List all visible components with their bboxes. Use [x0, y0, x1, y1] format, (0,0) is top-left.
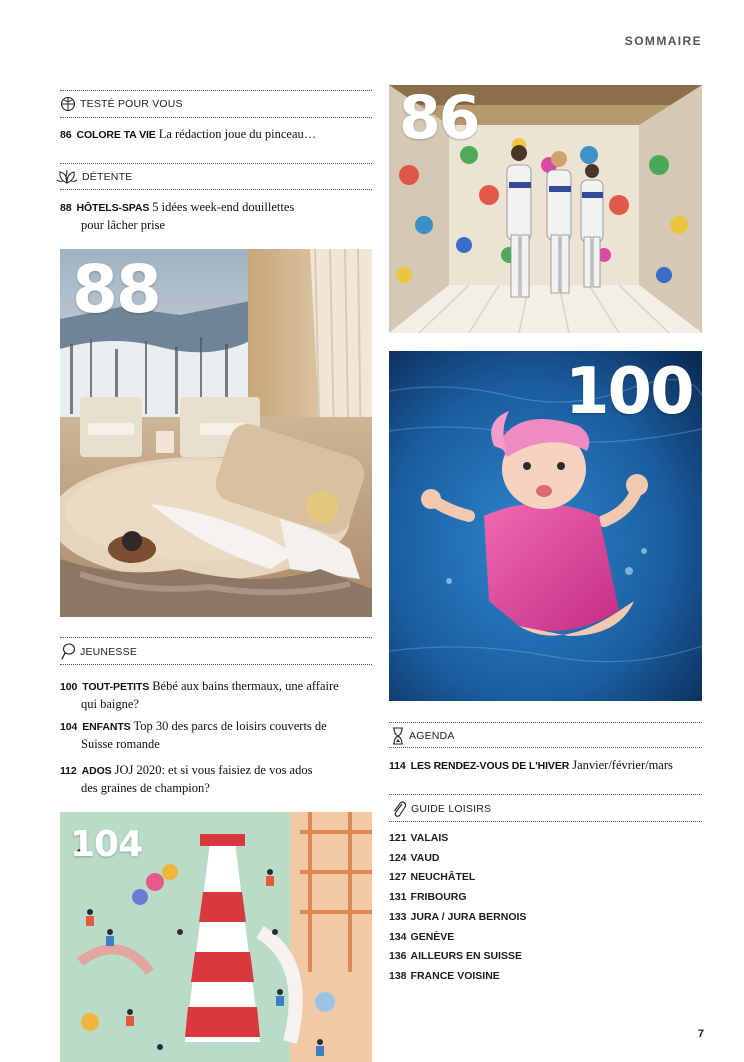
dotted-divider [60, 189, 372, 190]
section-label: GUIDE LOISIRS [411, 803, 492, 815]
entry-text-continued: pour lâcher prise [81, 218, 165, 232]
entry-keyword: HÔTELS-SPAS [76, 202, 150, 214]
guide-item[interactable] [389, 947, 526, 967]
dotted-divider [389, 821, 702, 822]
guide-item[interactable] [389, 928, 526, 948]
page-header-title: SOMMAIRE [624, 34, 702, 48]
toc-entry[interactable] [60, 126, 316, 144]
entry-text-continued: qui baigne? [81, 697, 139, 711]
guide-region: GENÈVE [410, 930, 455, 943]
entry-text: Janvier/février/mars [572, 758, 673, 772]
photo-spa[interactable] [60, 249, 372, 617]
guide-page-number: 121 [389, 832, 407, 844]
entry-text: 5 idées week-end douillettes [152, 200, 295, 214]
entry-page-number: 104 [60, 721, 78, 733]
entry-text-continued: Suisse romande [81, 737, 160, 751]
section-header-teste [60, 96, 183, 112]
section-label: JEUNESSE [80, 646, 138, 658]
photo-page-number: 104 [70, 824, 143, 865]
entry-page-number: 86 [60, 129, 72, 141]
section-header-detente [56, 169, 132, 185]
dotted-divider [60, 664, 372, 665]
photo-baby-underwater[interactable] [389, 351, 702, 701]
section-label: DÉTENTE [82, 171, 133, 183]
guide-item[interactable] [389, 967, 526, 987]
page-number: 7 [697, 1028, 704, 1040]
entry-keyword: ADOS [81, 765, 112, 777]
guide-page-number: 136 [389, 950, 407, 963]
photo-page-number: 86 [399, 85, 479, 153]
entry-keyword: TOUT-PETITS [82, 681, 150, 693]
dotted-divider [60, 637, 372, 638]
dotted-divider [60, 163, 372, 164]
entry-text: La rédaction joue du pinceau… [158, 127, 317, 141]
rattle-icon [60, 643, 76, 661]
dotted-divider [389, 794, 702, 795]
entry-text: JOJ 2020: et si vous faisiez de vos ados [114, 763, 313, 777]
guide-region: AILLEURS EN SUISSE [410, 950, 522, 963]
toc-entry[interactable] [60, 718, 327, 753]
section-header-jeunesse [60, 643, 137, 661]
entry-keyword: ENFANTS [82, 721, 131, 733]
guide-region: FRIBOURG [410, 891, 467, 904]
toc-entry[interactable] [389, 757, 673, 775]
guide-region: JURA / JURA BERNOIS [410, 910, 527, 923]
hourglass-icon [391, 727, 405, 745]
entry-keyword: COLORE TA VIE [76, 129, 156, 141]
leaves-icon [56, 169, 78, 185]
guide-page-number: 124 [389, 851, 407, 864]
guide-region: FRANCE VOISINE [410, 969, 500, 982]
guide-item[interactable] [389, 868, 526, 888]
guide-page-number: 127 [389, 871, 407, 884]
guide-region: VAUD [410, 851, 440, 864]
guide-item[interactable] [389, 849, 526, 869]
photo-play-park[interactable] [60, 812, 372, 1062]
entry-text: Bébé aux bains thermaux, une affaire [152, 679, 339, 693]
section-label: TESTÉ POUR VOUS [80, 98, 183, 110]
guide-page-number: 134 [389, 930, 407, 943]
entry-page-number: 112 [60, 765, 77, 777]
dotted-divider [60, 117, 372, 118]
photo-painting-room[interactable] [389, 85, 702, 333]
guide-item[interactable] [389, 829, 526, 849]
section-label: AGENDA [409, 730, 455, 742]
guide-page-number: 133 [389, 910, 407, 923]
guide-page-number: 131 [389, 891, 407, 904]
photo-page-number: 88 [72, 251, 160, 328]
guide-region: VALAIS [410, 832, 449, 844]
guide-list [389, 829, 526, 987]
toc-entry[interactable] [60, 762, 312, 797]
dotted-divider [389, 747, 702, 748]
entry-page-number: 88 [60, 202, 72, 214]
dotted-divider [60, 90, 372, 91]
section-header-agenda [391, 727, 455, 745]
entry-keyword: LES RENDEZ-VOUS DE L'HIVER [410, 760, 570, 772]
palette-icon [60, 96, 76, 112]
guide-item[interactable] [389, 888, 526, 908]
entry-text-continued: des graines de champion? [81, 781, 210, 795]
paperclip-icon [391, 800, 407, 818]
toc-entry[interactable] [60, 678, 339, 713]
entry-text: Top 30 des parcs de loisirs couverts de [133, 719, 327, 733]
dotted-divider [389, 722, 702, 723]
guide-page-number: 138 [389, 969, 407, 982]
section-header-guide [391, 800, 491, 818]
photo-page-number: 100 [565, 355, 693, 429]
guide-region: NEUCHÂTEL [410, 871, 476, 884]
entry-page-number: 114 [389, 760, 406, 772]
toc-entry[interactable] [60, 199, 294, 234]
guide-item[interactable] [389, 908, 526, 928]
entry-page-number: 100 [60, 681, 78, 693]
